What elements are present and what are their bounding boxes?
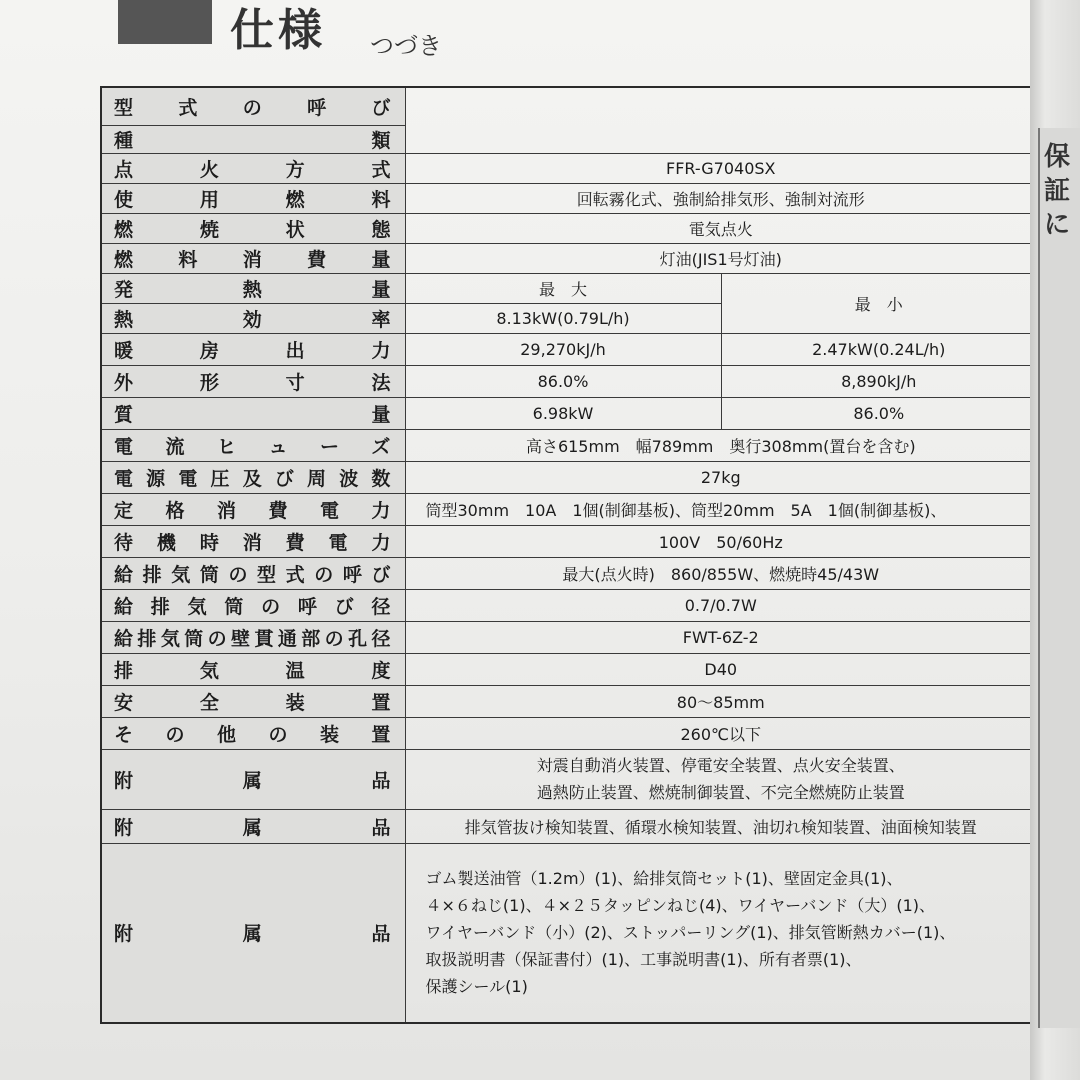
safety-line: 過熱防止装置、燃焼制御装置、不完全燃焼防止装置 [536,783,905,802]
row-label [114,720,391,747]
table-row [101,213,1037,243]
adjacent-page [1030,0,1080,1080]
row-label [114,336,391,363]
flue-model-value: FWT-6Z-2 [405,621,1037,653]
label-char: 全 [199,691,219,714]
row-label [114,496,391,523]
label-char: 方 [285,158,305,181]
label-char: 波 [339,467,359,490]
model-value: FFR-G7040SX [405,153,1037,183]
label-char: 電 [328,531,348,554]
page-title: 仕様 [230,5,326,56]
row-label [114,305,391,332]
row-label [114,93,391,120]
label-char: 周 [307,467,327,490]
label-char: 附 [114,923,134,946]
label-char: 法 [371,371,391,394]
label-char: 燃 [114,248,134,271]
label-char: 式 [285,563,305,586]
fuel-consumption-max: 8.13kW(0.79L/h) [405,303,721,333]
adjacent-page-tab [1038,128,1080,1028]
accessory-line: ワイヤーバンド（小）(2)、ストッパーリング(1)、排気管断熱カバー(1)、 [425,923,956,943]
label-char: 質 [114,403,134,426]
label-char: 装 [285,691,305,714]
label-char: 定 [114,499,134,522]
label-char: 給 [114,563,134,586]
label-char: ヒ [216,435,236,458]
section-marker [118,0,212,44]
accessory-line: 取扱説明書（保証書付）(1)、工事説明書(1)、所有者票(1)、 [425,950,862,970]
label-char: 房 [199,339,219,362]
label-char: び [274,467,294,490]
label-char: 種 [114,129,134,152]
label-char: 燃 [285,188,305,211]
accessory-line: ゴム製送油管（1.2m）(1)、給排気筒セット(1)、壁固定金具(1)、 [425,869,903,889]
row-label [114,766,391,793]
power-supply-value: 100V 50/60Hz [405,525,1037,557]
row-label [114,560,391,587]
label-char: 壁 [231,627,251,650]
table-row [101,243,1037,273]
label-char: の [165,723,185,746]
label-char: 火 [199,158,219,181]
row-label [114,919,391,946]
label-char: 消 [242,248,262,271]
label-char: 源 [146,467,166,490]
label-char: 料 [178,248,198,271]
label-char: 状 [285,218,305,241]
label-char: び [371,563,391,586]
label-char: 態 [371,218,391,241]
label-char: 形 [199,371,219,394]
standby-power-value: 0.7/0.7W [405,589,1037,621]
label-char: 給 [114,627,134,650]
row-label [114,245,391,272]
label-char: 点 [114,158,134,181]
label-char: 力 [371,499,391,522]
row-label [114,624,391,651]
label-char: 式 [371,158,391,181]
label-char: の [314,563,334,586]
safety-devices-value [405,749,1037,809]
label-char: 費 [307,248,327,271]
rated-power-value: 最大(点火時) 860/855W、燃焼時45/43W [405,557,1037,589]
table-row [101,153,1037,183]
label-char: 及 [242,467,262,490]
label-char: の [228,563,248,586]
efficiency-min: 86.0% [721,397,1037,429]
spec-table [100,86,1038,1024]
safety-line: 対震自動消火装置、停電安全装置、点火安全装置、 [536,756,905,775]
table-row [101,333,1037,365]
exhaust-temp-value: 260℃以下 [405,717,1037,749]
table-row [101,589,1037,621]
accessory-line: 保護シール(1) [425,977,528,997]
label-char: 機 [156,531,176,554]
label-char: 安 [114,691,134,714]
wall-hole-value: 80～85mm [405,685,1037,717]
row-label [114,185,391,212]
label-char: 量 [371,248,391,271]
label-char: 力 [371,339,391,362]
label-char: 気 [171,563,191,586]
label-char: 電 [319,499,339,522]
label-char: 電 [178,467,198,490]
label-char: の [261,595,281,618]
efficiency-max: 86.0% [405,365,721,397]
table-row [101,557,1037,589]
label-char: 出 [285,339,305,362]
table-row [101,685,1037,717]
label-char: 式 [178,96,198,119]
row-label [114,656,391,683]
row-label [114,215,391,242]
model-value-cell [405,87,1037,153]
label-char: ズ [371,435,391,458]
label-char: 効 [242,308,262,331]
label-char: 圧 [210,467,230,490]
label-char: 給 [114,595,134,618]
heat-min: 8,890kJ/h [721,365,1037,397]
row-label [114,592,391,619]
label-char: 筒 [184,627,204,650]
mass-value: 27kg [405,461,1037,493]
row-label [114,400,391,427]
label-char: 発 [114,278,134,301]
fuel-consumption-min: 2.47kW(0.24L/h) [721,333,1037,365]
state-max-header: 最 大 [405,273,721,303]
label-char: そ [114,723,134,746]
row-label [114,275,391,302]
label-char: 径 [371,595,391,618]
flue-diameter-value: D40 [405,653,1037,685]
label-char: 類 [371,129,391,152]
table-row [101,183,1037,213]
label-char: 排 [137,627,157,650]
table-row [101,653,1037,685]
label-char: の [242,96,262,119]
label-char: 時 [199,531,219,554]
table-row [101,809,1037,843]
label-char: 暖 [114,339,134,362]
other-devices-value: 排気管抜け検知装置、循環水検知装置、油切れ検知装置、油面検知装置 [405,809,1037,843]
heat-max: 29,270kJ/h [405,333,721,365]
label-char: 属 [242,923,262,946]
label-char: 格 [165,499,185,522]
label-char: 部 [301,627,321,650]
label-char: 属 [242,769,262,792]
row-label [114,155,391,182]
label-char: 貫 [254,627,274,650]
page-subtitle: つづき [370,32,442,60]
label-char: 流 [165,435,185,458]
label-char: 気 [187,595,207,618]
label-char: び [334,595,354,618]
label-char: 排 [142,563,162,586]
label-char: 排 [150,595,170,618]
table-row [101,397,1037,429]
label-char: 率 [371,308,391,331]
label-char: 待 [114,531,134,554]
fuel-value: 灯油(JIS1号灯油) [405,243,1037,273]
table-row [101,843,1037,1023]
row-label [114,688,391,715]
table-row [101,749,1037,809]
fuse-value: 筒型30mm 10A 1個(制御基板)、筒型20mm 5A 1個(制御基板)、 [405,493,1037,525]
label-char: 品 [371,816,391,839]
label-char: の [207,627,227,650]
label-char: 気 [160,627,180,650]
row-label [114,528,391,555]
table-row [101,429,1037,461]
label-char: 用 [199,188,219,211]
label-char: 消 [242,531,262,554]
state-min-header: 最 小 [721,273,1037,333]
table-row [101,717,1037,749]
label-char: 品 [371,769,391,792]
dimensions-value: 高さ615mm 幅789mm 奥行308mm(置台を含む) [405,429,1037,461]
label-char: 筒 [199,563,219,586]
label-char: 寸 [285,371,305,394]
label-char: 熱 [242,278,262,301]
label-char: 附 [114,769,134,792]
label-char: 径 [371,627,391,650]
label-char: び [371,96,391,119]
label-char: 筒 [224,595,244,618]
label-char: 呼 [342,563,362,586]
label-char: 附 [114,816,134,839]
label-char: 他 [216,723,236,746]
label-char: 量 [371,278,391,301]
row-label [114,813,391,840]
label-char: 消 [216,499,236,522]
label-char: 焼 [199,218,219,241]
table-row [101,621,1037,653]
label-char: 孔 [348,627,368,650]
label-char: 呼 [307,96,327,119]
label-char: 気 [199,659,219,682]
label-char: 電 [114,435,134,458]
label-char: 置 [371,691,391,714]
output-max: 6.98kW [405,397,721,429]
label-char: 使 [114,188,134,211]
label-char: ュ [268,435,288,458]
label-char: 熱 [114,308,134,331]
label-char: 度 [371,659,391,682]
label-char: の [268,723,288,746]
row-label [114,126,391,153]
label-char: の [324,627,344,650]
label-char: 数 [371,467,391,490]
accessories-value [405,843,1037,1023]
table-row [101,87,1037,125]
adjacent-page-heading: 保証に [1044,142,1071,240]
table-row [101,273,1037,303]
label-char: 燃 [114,218,134,241]
type-value: 回転霧化式、強制給排気形、強制対流形 [405,183,1037,213]
accessory-line: ４×６ねじ(1)、４×２５タッピンねじ(4)、ワイヤーバンド（大）(1)、 [425,896,936,916]
label-char: 品 [371,923,391,946]
label-char: 量 [371,403,391,426]
label-char: 電 [114,467,134,490]
table-row [101,365,1037,397]
label-char: 型 [114,96,134,119]
label-char: 装 [319,723,339,746]
row-label [114,464,391,491]
label-char: 通 [277,627,297,650]
label-char: 費 [285,531,305,554]
label-char: 呼 [297,595,317,618]
ignition-value: 電気点火 [405,213,1037,243]
label-char: 料 [371,188,391,211]
table-row [101,525,1037,557]
table-row [101,461,1037,493]
table-row [101,493,1037,525]
label-char: 費 [268,499,288,522]
label-char: 型 [257,563,277,586]
label-char: 力 [371,531,391,554]
label-char: ー [319,435,339,458]
label-char: 温 [285,659,305,682]
label-char: 外 [114,371,134,394]
label-char: 置 [371,723,391,746]
row-label [114,432,391,459]
row-label [114,368,391,395]
label-char: 排 [114,659,134,682]
label-char: 属 [242,816,262,839]
